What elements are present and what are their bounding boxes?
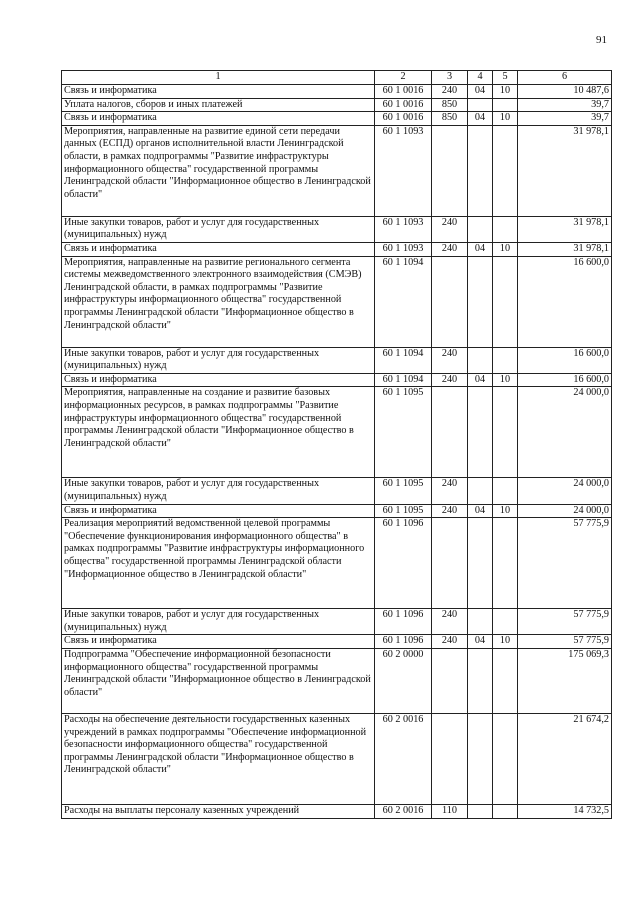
table-row — [62, 347, 612, 373]
row-type-cell — [432, 387, 468, 478]
row-sum-cell: 21 674,2 — [518, 713, 612, 804]
row-sum-cell: 31 978,1 — [518, 242, 612, 256]
row-code-cell: 60 1 1095 — [375, 478, 432, 504]
page-number: 91 — [596, 34, 607, 46]
row-section-cell: 04 — [468, 373, 493, 387]
row-subsection-cell — [493, 713, 518, 804]
row-section-cell — [468, 804, 493, 818]
row-subsection-cell — [493, 478, 518, 504]
table-row — [62, 713, 612, 804]
row-section-cell: 04 — [468, 635, 493, 649]
row-subsection-cell: 10 — [493, 242, 518, 256]
header-cell: 3 — [432, 71, 468, 85]
row-section-cell — [468, 713, 493, 804]
row-code-cell: 60 2 0016 — [375, 804, 432, 818]
row-name-cell: Мероприятия, направленные на создание и развитие базовых информационных ресурсов, в рамках подпрограммы "Развитие инфраструктуры информационного общества" государственной программы Ленинградской области "Информационное общество в Ленинградской области" — [62, 387, 375, 478]
row-subsection-cell — [493, 216, 518, 242]
row-subsection-cell: 10 — [493, 112, 518, 126]
row-subsection-cell — [493, 387, 518, 478]
table-row — [62, 112, 612, 126]
row-type-cell: 850 — [432, 98, 468, 112]
row-code-cell: 60 1 1094 — [375, 347, 432, 373]
row-name-cell: Связь и информатика — [62, 85, 375, 99]
row-subsection-cell — [493, 518, 518, 609]
row-type-cell — [432, 518, 468, 609]
row-sum-cell: 175 069,3 — [518, 648, 612, 713]
row-name-cell: Иные закупки товаров, работ и услуг для государственных (муниципальных) нужд — [62, 347, 375, 373]
header-cell: 5 — [493, 71, 518, 85]
row-subsection-cell — [493, 648, 518, 713]
row-sum-cell: 16 600,0 — [518, 373, 612, 387]
row-type-cell: 240 — [432, 242, 468, 256]
table-row — [62, 242, 612, 256]
row-code-cell: 60 1 1094 — [375, 373, 432, 387]
row-sum-cell: 39,7 — [518, 112, 612, 126]
table-row — [62, 504, 612, 518]
table-row — [62, 648, 612, 713]
table-row — [62, 635, 612, 649]
row-sum-cell: 39,7 — [518, 98, 612, 112]
row-name-cell: Связь и информатика — [62, 112, 375, 126]
row-type-cell: 240 — [432, 635, 468, 649]
header-cell: 2 — [375, 71, 432, 85]
row-name-cell: Связь и информатика — [62, 242, 375, 256]
row-code-cell: 60 1 1096 — [375, 609, 432, 635]
row-subsection-cell — [493, 256, 518, 347]
row-name-cell: Мероприятия, направленные на развитие единой сети передачи данных (ЕСПД) органов исполнительной власти Ленинградской области, в рамках подпрограммы "Развитие инфраструктуры информационного общества" государственной программы Ленинградской области "Информационное общество в Ленинградской области" — [62, 125, 375, 216]
row-name-cell: Связь и информатика — [62, 635, 375, 649]
row-sum-cell: 57 775,9 — [518, 609, 612, 635]
row-code-cell: 60 1 1095 — [375, 387, 432, 478]
row-section-cell — [468, 256, 493, 347]
row-section-cell — [468, 478, 493, 504]
table-row — [62, 256, 612, 347]
row-section-cell: 04 — [468, 112, 493, 126]
table-row — [62, 125, 612, 216]
row-section-cell: 04 — [468, 85, 493, 99]
table-row — [62, 518, 612, 609]
table-row — [62, 373, 612, 387]
row-code-cell: 60 1 1093 — [375, 242, 432, 256]
row-code-cell: 60 1 1093 — [375, 216, 432, 242]
row-type-cell: 240 — [432, 478, 468, 504]
row-section-cell: 04 — [468, 504, 493, 518]
row-name-cell: Иные закупки товаров, работ и услуг для государственных (муниципальных) нужд — [62, 478, 375, 504]
row-type-cell — [432, 125, 468, 216]
row-type-cell: 850 — [432, 112, 468, 126]
row-code-cell: 60 1 1095 — [375, 504, 432, 518]
row-subsection-cell — [493, 609, 518, 635]
row-type-cell — [432, 713, 468, 804]
row-type-cell: 110 — [432, 804, 468, 818]
table-row — [62, 387, 612, 478]
budget-table — [61, 70, 612, 819]
row-name-cell: Уплата налогов, сборов и иных платежей — [62, 98, 375, 112]
row-subsection-cell: 10 — [493, 373, 518, 387]
header-cell: 4 — [468, 71, 493, 85]
row-type-cell: 240 — [432, 85, 468, 99]
row-name-cell: Мероприятия, направленные на развитие регионального сегмента системы межведомственного электронного взаимодействия (СМЭВ) Ленинградской области, в рамках подпрограммы "Развитие инфраструктуры информационного общества" государственной программы Ленинградской области "Информационное общество в Ленинградской области" — [62, 256, 375, 347]
row-type-cell: 240 — [432, 609, 468, 635]
table-row — [62, 804, 612, 818]
table-header-row — [62, 71, 612, 85]
row-section-cell: 04 — [468, 242, 493, 256]
row-section-cell — [468, 98, 493, 112]
row-subsection-cell: 10 — [493, 85, 518, 99]
row-name-cell: Расходы на обеспечение деятельности государственных казенных учреждений в рамках подпрограммы "Обеспечение информационной безопасности информационного общества" государственной программы Ленинградской области "Информационное общество в Ленинградской области" — [62, 713, 375, 804]
row-subsection-cell — [493, 125, 518, 216]
row-subsection-cell — [493, 804, 518, 818]
row-type-cell — [432, 256, 468, 347]
row-section-cell — [468, 387, 493, 478]
row-type-cell: 240 — [432, 216, 468, 242]
header-cell: 6 — [518, 71, 612, 85]
row-name-cell: Расходы на выплаты персоналу казенных учреждений — [62, 804, 375, 818]
table-row — [62, 478, 612, 504]
row-code-cell: 60 1 1094 — [375, 256, 432, 347]
table-row — [62, 216, 612, 242]
row-sum-cell: 31 978,1 — [518, 125, 612, 216]
row-code-cell: 60 1 1096 — [375, 635, 432, 649]
row-type-cell: 240 — [432, 347, 468, 373]
row-code-cell: 60 1 1093 — [375, 125, 432, 216]
row-sum-cell: 31 978,1 — [518, 216, 612, 242]
row-type-cell: 240 — [432, 504, 468, 518]
row-subsection-cell: 10 — [493, 504, 518, 518]
row-name-cell: Реализация мероприятий ведомственной целевой программы "Обеспечение функционирования информационного общества" в рамках подпрограммы "Развитие инфраструктуры информационного общества" государственной программы Ленинградской области "Информационное общество в Ленинградской области" — [62, 518, 375, 609]
row-code-cell: 60 1 0016 — [375, 98, 432, 112]
row-sum-cell: 24 000,0 — [518, 478, 612, 504]
row-sum-cell: 14 732,5 — [518, 804, 612, 818]
row-section-cell — [468, 347, 493, 373]
row-section-cell — [468, 648, 493, 713]
row-name-cell: Связь и информатика — [62, 373, 375, 387]
row-section-cell — [468, 216, 493, 242]
row-subsection-cell: 10 — [493, 635, 518, 649]
row-sum-cell: 57 775,9 — [518, 518, 612, 609]
row-section-cell — [468, 609, 493, 635]
row-code-cell: 60 1 1096 — [375, 518, 432, 609]
row-code-cell: 60 1 0016 — [375, 112, 432, 126]
table-row — [62, 85, 612, 99]
row-section-cell — [468, 518, 493, 609]
row-type-cell: 240 — [432, 373, 468, 387]
row-sum-cell: 24 000,0 — [518, 504, 612, 518]
table-row — [62, 609, 612, 635]
row-sum-cell: 24 000,0 — [518, 387, 612, 478]
header-cell: 1 — [62, 71, 375, 85]
row-subsection-cell — [493, 98, 518, 112]
row-section-cell — [468, 125, 493, 216]
row-subsection-cell — [493, 347, 518, 373]
row-sum-cell: 16 600,0 — [518, 256, 612, 347]
row-name-cell: Связь и информатика — [62, 504, 375, 518]
row-code-cell: 60 2 0000 — [375, 648, 432, 713]
row-type-cell — [432, 648, 468, 713]
row-name-cell: Подпрограмма "Обеспечение информационной безопасности информационного общества" государственной программы Ленинградской области "Информационное общество в Ленинградской области" — [62, 648, 375, 713]
row-sum-cell: 57 775,9 — [518, 635, 612, 649]
row-code-cell: 60 2 0016 — [375, 713, 432, 804]
row-name-cell: Иные закупки товаров, работ и услуг для государственных (муниципальных) нужд — [62, 216, 375, 242]
row-sum-cell: 16 600,0 — [518, 347, 612, 373]
row-name-cell: Иные закупки товаров, работ и услуг для государственных (муниципальных) нужд — [62, 609, 375, 635]
table-row — [62, 98, 612, 112]
row-code-cell: 60 1 0016 — [375, 85, 432, 99]
row-sum-cell: 10 487,6 — [518, 85, 612, 99]
